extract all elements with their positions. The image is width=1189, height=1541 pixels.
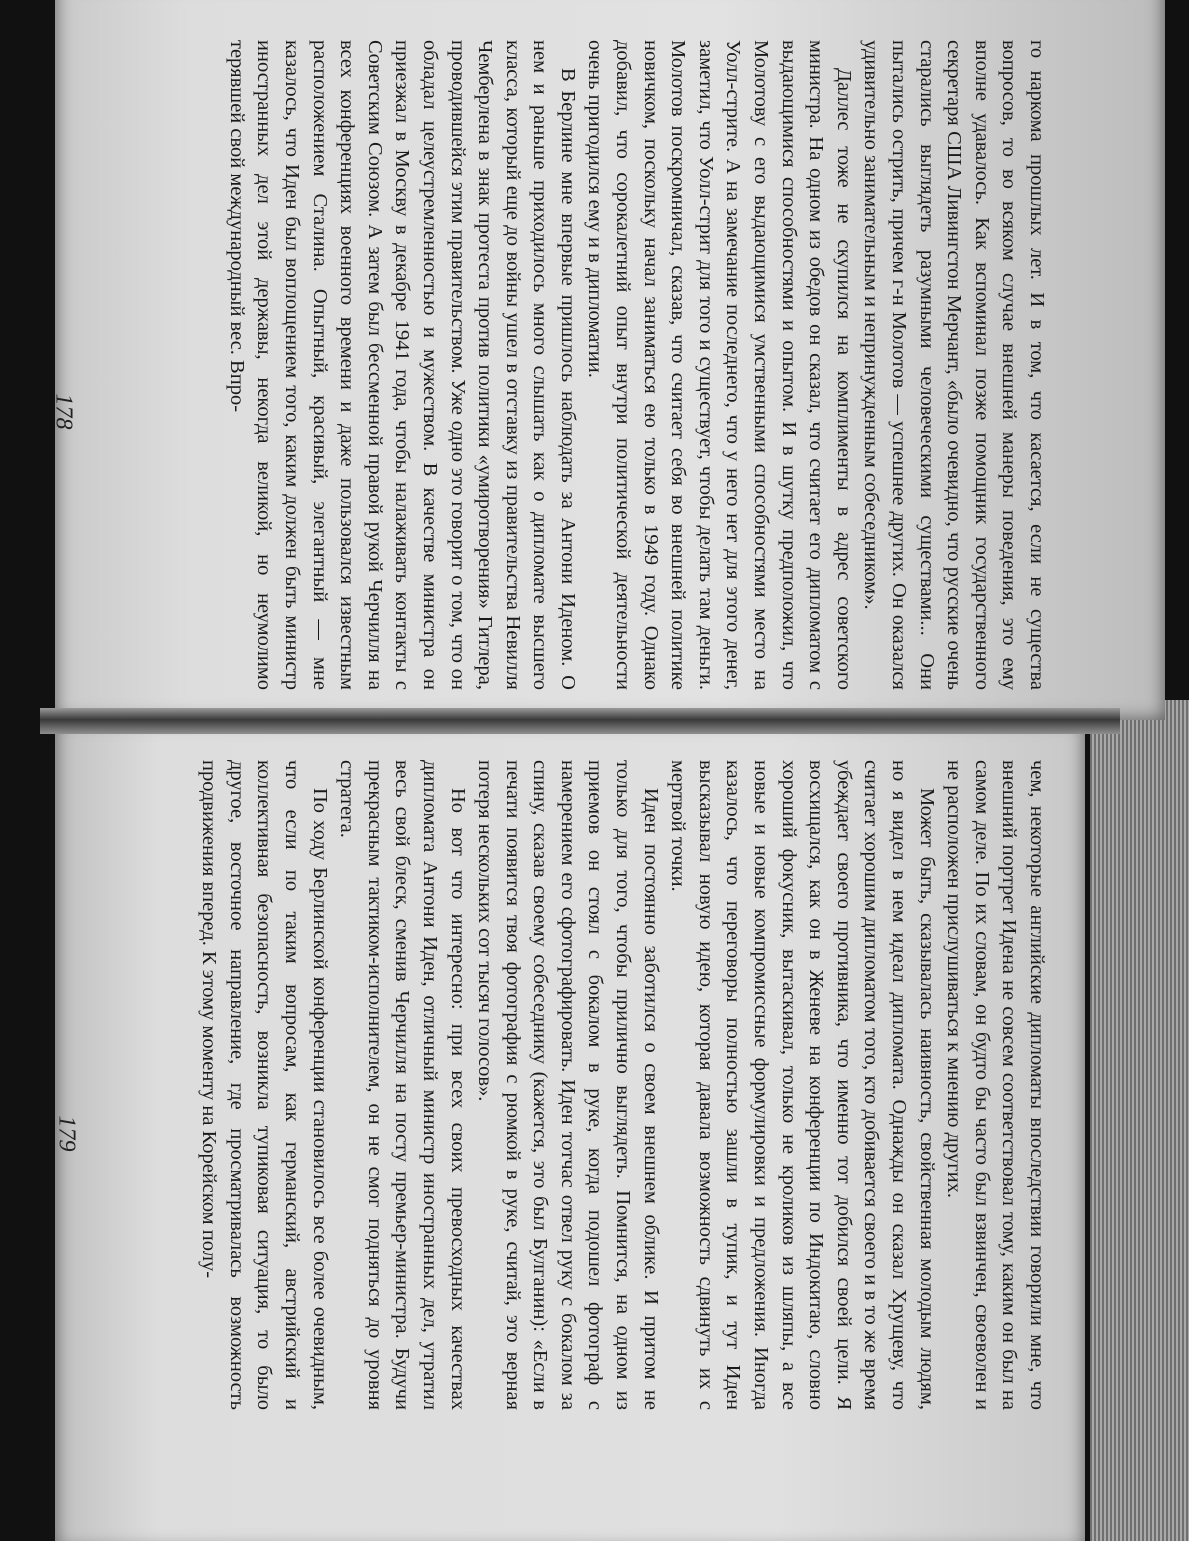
page-179-text	[195, 760, 1050, 1410]
paragraph: Но вот что интересно: при всех своих превосходных качествах дипломата Антони Иден, отличный министр иностранных дел, утратил весь свой блеск, сменив Черчилля на посту премьер-министра. Будучи прекрасным тактиком-исполнителем, он не смог подняться до уровня стратега.	[336, 760, 469, 1410]
book-page-edges	[1090, 700, 1189, 1541]
page-number: 178	[50, 393, 77, 430]
paragraph: Иден постоянно заботился о своем внешнем облике. И притом не только для того, чтобы прилично выглядеть. Помнится, на одном из приемов он стоял с бокалом в руке, когда подошел фотограф с намерением его сфотографировать. Иден тотчас отвел руку с бокалом за спину, сказав своему собеседнику (кажется, это был Булганин): «Если в печати появится твоя фотография с рюмкой в руке, считай, это верная потеря нескольких сот тысяч голосов».	[474, 760, 662, 1410]
paragraph: го наркома прошлых лет. И в том, что касается, если не существа вопросов, то во всяком случае внешней манеры поведения, это ему вполне удавалось. Как вспоминал позже помощник государственного секретаря США Ливингстон Мерчант, «было очевидно, что русские очень старались выглядеть разумными человеческими существами... Они пытались острить, причем г-н Молотов — успешнее других. Он оказался удивительно занимательным и непринужденным собеседником».	[860, 40, 1048, 690]
paragraph: В Берлине мне впервые пришлось наблюдать за Антони Иденом. О нем и раньше приходилось много слышать как о дипломате высшего класса, который еще до войны ушел в отставку из правительства Невилля Чемберлена в знак протеста против политики «умиротворения» Гитлера, проводившейся этим правительством. Уже одно это говорит о том, что он обладал целеустремленностью и мужеством. В качестве министра он приезжал в Москву в декабре 1941 года, чтобы налаживать контакты с Советским Союзом. А затем был бессменной правой рукой Черчилля на всех конференциях военного времени и даже пользовался известным расположением Сталина. Опытный, красивый, элегантный — мне казалось, что Иден был воплощением того, каким должен быть министр иностранных дел этой державы, некогда великой, но неумолимо терявшей свой международный вес. Впро-	[225, 40, 579, 690]
page-178-text	[222, 40, 1050, 690]
page-number: 179	[53, 1115, 80, 1152]
paragraph: Может быть, сказывалась наивность, свойственная молодым людям, но я видел в нем идеал дипломата. Однажды он сказал Хрущеву, что считает хорошим дипломатом того, кто добивается своего и в то же время убеждает своего противника, что именно тот добился своей цели. Я восхищался, как он в Женеве на конференции по Индокитаю, словно хороший фокусник, вытаскивал, только не кроликов из шляпы, а все новые и новые компромиссные формулировки и предложения. Иногда казалось, что переговоры полностью зашли в тупик, и тут Иден высказывал новую идею, которая давала возможность сдвинуть их с мертвой точки.	[667, 760, 938, 1410]
paragraph: Даллес тоже не скупился на комплименты в адрес советского министра. На одном из обедов он сказал, что считает его дипломатом с выдающимися способностями и опытом. И в шутку предположил, что Молотову с его выдающимися умственными способностями место на Уолл-стрите. А на замечание последнего, что у него нет для этого денег, заметил, что Уолл-стрит для того и существует, чтобы делать там деньги. Молотов поскромничал, сказав, что считает себя во внешней политике новичком, поскольку начал заниматься ею только в 1949 году. Однако добавил, что сорокалетний опыт внутри политической деятельности очень пригодился ему и в дипломатии.	[584, 40, 855, 690]
book-spine-gutter	[40, 708, 1120, 734]
paragraph: По ходу Берлинской конференции становилось все более очевидным, что если по таким вопросам, как германский, австрийский и коллективная безопасность, возникла тупиковая ситуация, то было другое, восточное направление, где просматривалась возможность продвижения вперед. К этому моменту на Корейском полу-	[198, 760, 331, 1410]
paragraph: чем, некоторые английские дипломаты впоследствии говорили мне, что внешний портрет Идена не совсем соответствовал тому, каким он был на самом деле. По их словам, он будто бы часто был взвинчен, своеволен и не расположен прислушиваться к мнению других.	[943, 760, 1048, 1410]
